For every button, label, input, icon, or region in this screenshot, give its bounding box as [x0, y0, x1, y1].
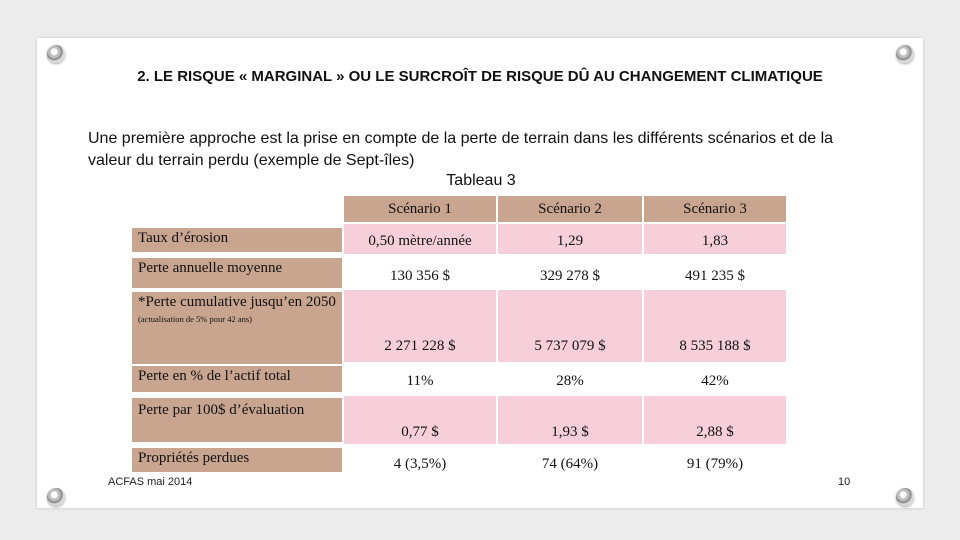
row-label-erosion: Taux d’érosion [132, 228, 342, 252]
slide-title: 2. LE RISQUE « MARGINAL » OU LE SURCROÎT DE RISQUE DÛ AU CHANGEMENT CLIMATIQUE [137, 68, 823, 85]
pushpin-icon [47, 45, 65, 63]
row-label-cumulative-loss [132, 292, 342, 364]
table-cell: 4 (3,5%) [393, 456, 447, 472]
row-label-percent-assets: Perte en % de l’actif total [132, 366, 342, 392]
pushpin-icon [896, 45, 914, 63]
table-cell: 1,29 [498, 224, 642, 254]
table-cell: 2,88 $ [644, 396, 786, 444]
row-label-cumulative-main: *Perte cumulative jusqu’en 2050 [138, 294, 336, 310]
table-cell: 11% [406, 373, 434, 389]
intro-paragraph: Une première approche est la prise en compte de la perte de terrain dans les différents scénarios et de la valeur du terrain perdu (exemple de Sept-îles) [88, 130, 834, 169]
footer-source: ACFAS mai 2014 [108, 476, 193, 488]
page-number: 10 [838, 476, 851, 488]
table-cell: 1,83 [644, 224, 786, 254]
header-scenario-3: Scénario 3 [644, 196, 786, 222]
table-cell: 130 356 $ [390, 268, 450, 284]
table-cell: 91 (79%) [686, 456, 744, 472]
table-cell: 5 737 079 $ [498, 290, 642, 362]
header-empty-cell [132, 196, 342, 222]
table-cell: 28% [556, 373, 584, 389]
table-cell: 74 (64%) [541, 456, 599, 472]
table-cell: 1,93 $ [498, 396, 642, 444]
header-scenario-1: Scénario 1 [344, 196, 496, 222]
row-label-loss-per-100: Perte par 100$ d’évaluation [132, 398, 342, 442]
table-cell: 0,50 mètre/année [344, 224, 496, 254]
table-cell: 8 535 188 $ [644, 290, 786, 362]
pushpin-icon [47, 488, 65, 506]
row-label-annual-loss: Perte annuelle moyenne [132, 258, 342, 288]
pushpin-icon [896, 488, 914, 506]
row-label-properties-lost: Propriétés perdues [132, 448, 342, 472]
header-scenario-2: Scénario 2 [498, 196, 642, 222]
table-cell: 2 271 228 $ [344, 290, 496, 362]
table-cell: 329 278 $ [540, 268, 600, 284]
row-label-cumulative-note: (actualisation de 5% pour 42 ans) [138, 314, 253, 324]
table-cell: 491 235 $ [685, 268, 745, 284]
table-caption: Tableau 3 [446, 172, 516, 189]
table-cell: 42% [701, 373, 729, 389]
data-table [132, 196, 786, 478]
table-cell: 0,77 $ [344, 396, 496, 444]
